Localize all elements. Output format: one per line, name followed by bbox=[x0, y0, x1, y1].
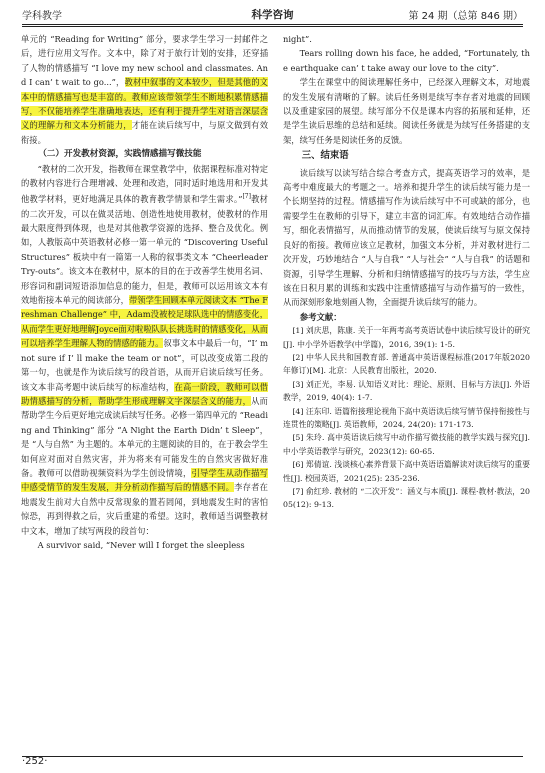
text: 李存者在地震发生前对大自然中反常现象的置若罔闻，到地震发生时的害怕惊恐，再到得救之后，灾后重建的希望。这时，教师适当调整教材中文本，增加了续写两段的段首句： bbox=[21, 482, 268, 536]
text: 单元的 “Reading for Writing” 部分，要求学生学习一封邮件之后，进行应用文写作。文本中，除了对于旅行计划的安排，还穿插了人物的情感描写 “I love my new school and classmates. And I can’ t wait to go...”， bbox=[21, 34, 268, 88]
reference-item: [1] 刘庆思，陈康. 关于一年两考高考英语试卷中读后续写设计的研究[J]. 中小学外语教学(中学篇)，2016, 39(1): 1-5. bbox=[283, 326, 530, 349]
paragraph: A survivor said, “Never will I forget the sleepless bbox=[37, 539, 245, 550]
text: “教材的二次开发，指教师在课堂教学中，依据课程标准对特定的教材内容进行合理增减、处理和改造，同时适时地选用和开发其他教学材料，更好地满足具体的教育教学情景和学生需求。” bbox=[21, 163, 268, 205]
header-rule-thin bbox=[22, 26, 523, 27]
references-title: 参考文献： bbox=[299, 311, 342, 322]
reference-item: [5] 朱玲. 高中英语读后续写中动作描写微技能的教学实践与探究[J]. 中小学英语教学与研究，2023(12): 60-65. bbox=[283, 433, 530, 456]
text: 从而帮助学生今后更好地完成读后续写任务。必修一第四单元的 “Reading and Thinking” 部分 “A Night the Earth Didn’ t Sleep”，是 “人与自然” 为主题的。本单元的主题阅读的目的，在于教会学生如何应对面对自然灾害，并为将来有可能发生的自然灾害做好准备。教师可以借助视频资料为学生创设情境， bbox=[21, 395, 268, 478]
footer-rule bbox=[22, 756, 523, 757]
paragraph: 学生在课堂中的阅读理解任务中，已经深入理解文本，对地震的发生发展有清晰的了解。读后任务则是续写李存者对地震的回顾以及重建家园的展望。续写部分不仅是课本内容的拓展和延伸，还是学生读后思维的总结和延续。阅读任务就是为续写任务搭建的支架，续写任务是阅读任务的反馈。 bbox=[283, 77, 530, 145]
highlighted-text: 在高一阶段，教师可以借助情感描写的分析，帮助学生形成理解文字深层含义的能力， bbox=[21, 381, 268, 406]
header-issue: 第 24 期（总第 846 期） bbox=[408, 11, 523, 22]
reference-item: [6] 郑倩谊. 浅谈核心素养背景下高中英语语篇解读对读后续写的重要性[J]. 校园英语，2021(25): 235-236. bbox=[283, 460, 530, 483]
reference-item: [7] 俞红珍. 教材的 “二次开发”：涵义与本质[J]. 课程·教材·教法，2005(12): 9-13. bbox=[283, 487, 530, 510]
highlighted-text: 带领学生回顾本单元阅读文本 “The Freshman Challenge” 中，Adam没被校足球队选中的情感变化，从而学生更好地理解Joyce面对啦啦队队长挑选时的情感变化，从而可以培养学生理解人物的情感的能力。 bbox=[21, 295, 268, 349]
highlighted-text: 引导学生从动作描写中感受情节的发生发展，并分析动作描写后的情感不同。 bbox=[21, 467, 268, 493]
text: 叙事文本中最后一句，“I’ m not sure if I’ ll make the team or not”，可以改变成第二段的第一句，也就是作为读后续写的段首语，从而开启读后续写任务。该文本非高考题中读后续写的标准结构， bbox=[21, 338, 268, 392]
reference-item: [2] 中华人民共和国教育部. 普通高中英语课程标准(2017年版2020年修订)[M]. 北京：人民教育出版社，2020. bbox=[283, 352, 530, 376]
header-rule bbox=[22, 24, 523, 25]
reference-item: [4] 汪东印. 语篇衔接理论视角下高中英语读后续写情节保持衔接性与连贯性的策略[J]. 英语教师，2024, 24(20): 171-173. bbox=[283, 406, 530, 429]
citation-marker: [7] bbox=[242, 193, 251, 201]
right-column bbox=[283, 32, 530, 512]
paragraph: night”. bbox=[283, 34, 312, 44]
paragraph bbox=[21, 162, 268, 538]
text: 才能在读后续写中，与原文做到有效衔接。 bbox=[21, 120, 268, 145]
paragraph: Tears rolling down his face, he added, “Fortunately, the earthquake can’ t take away our love to the city”. bbox=[283, 48, 530, 73]
reference-item: [3] 刘正光，李易. 认知语义对比：理论、原则、目标与方法[J]. 外语教学，2019, 40(4): 1-7. bbox=[283, 379, 530, 403]
header-section: 学科教学 bbox=[22, 11, 62, 22]
text: 教材的二次开发，可以在做灵活地、创造性地使用教材，使教材的作用最大限度得到体现，也是对其他教学资源的选择、整合及优化。例如，人教版高中英语教材必修一第一单元的 “Discovering Useful Structures” 板块中有一篇第一人称的叙事类文本 “Cheerleader Try-outs”。该文本在教材中，原本的目的在于改善学生使用名词、形容词和副词短语添加信息的能力，但是，教师可以运用该文本有效地衔接本单元的阅读部分， bbox=[21, 194, 268, 306]
section-heading: 三、结束语 bbox=[301, 150, 349, 162]
left-column bbox=[21, 32, 268, 552]
paragraph: 读后续写以读写结合综合考查方式，提高英语学习的效率，是高考中难度最大的考题之一。培养和提升学生的读后续写能力是一个长期坚持的过程。情感描写作为读后续写中不可或缺的部分，也需要学生在教师的引导下，建立丰富的词汇库。有效地结合动作描写，细化表情描写，从而推动情节的发展，使读后续写与原文保持良好的衔接。教师应该立足教材，加强文本分析，并对教材进行二次开发，巧妙地结合 “人与自我” “人与社会” “人与自我” 的话题和资源，引导学生理解、分析和归纳情感描写的技巧与方法，学生应该在日积月累的训练和实践中注重情感描写与动作描写的一致性，从而深刻形象地刻画人物，全面提升读后续写的能力。 bbox=[283, 167, 530, 308]
section-heading: （二）开发教材资源，实践情感描写微技能 bbox=[38, 149, 202, 160]
page-number: ·252· bbox=[22, 756, 48, 767]
highlighted-text: 教材中叙事的文本较少，但是其他的文本中的情感描写也是丰富的。教师应该带领学生不断地积累情感描写，不仅能培养学生准确地表达，还有利于提升学生对语言深层含义的理解力和文本分析能力， bbox=[21, 77, 268, 131]
paragraph bbox=[21, 32, 268, 147]
running-header bbox=[22, 7, 523, 23]
header-journal-title: 科学咨询 bbox=[251, 9, 294, 21]
